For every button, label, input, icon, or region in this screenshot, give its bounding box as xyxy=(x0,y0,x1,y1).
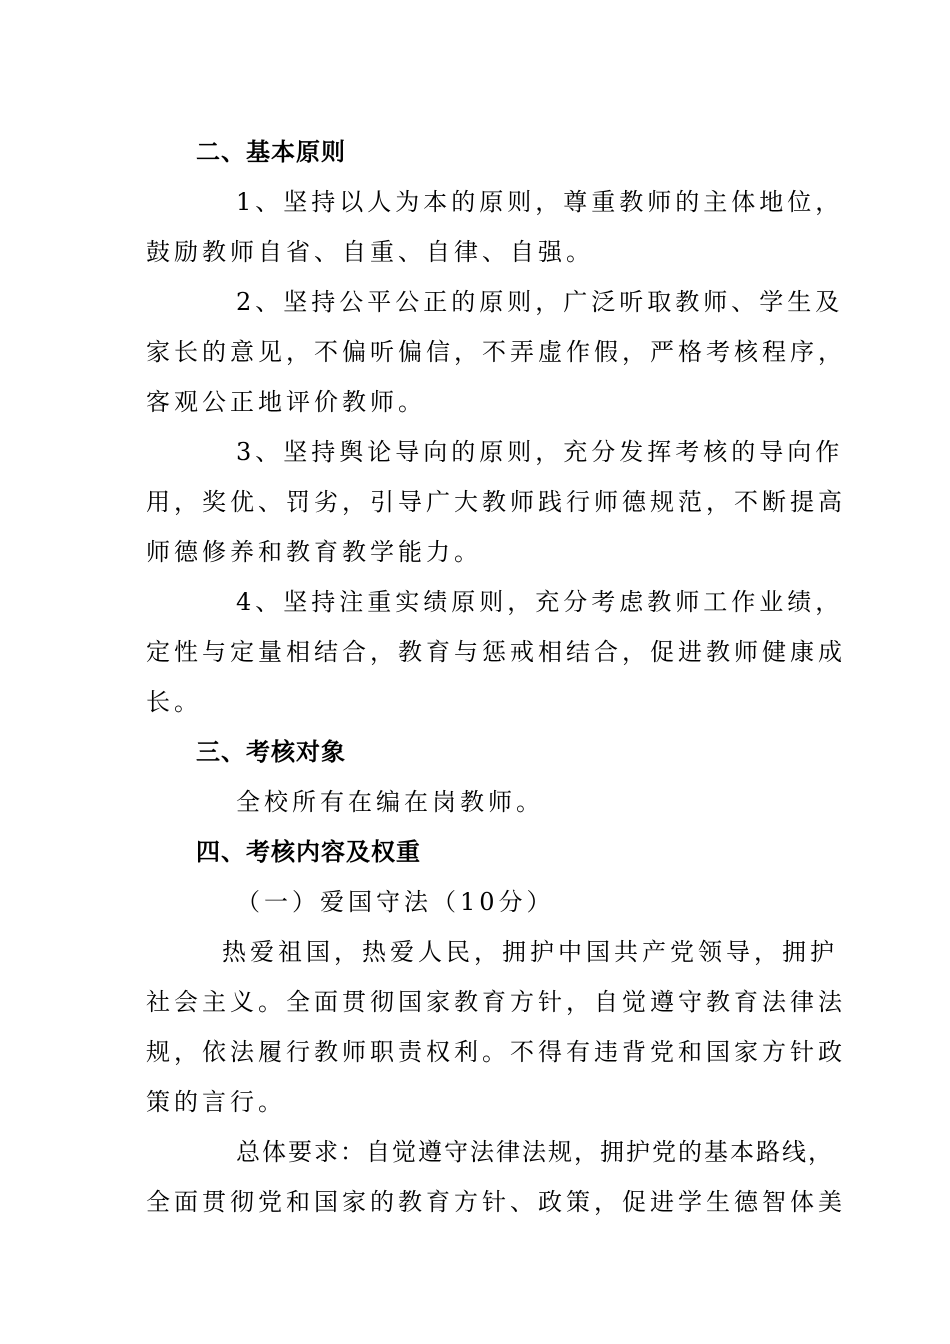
paragraph-line: 客观公正地评价教师。 xyxy=(146,388,426,416)
paragraph-line: 家长的意见，不偏听偏信，不弄虚作假，严格考核程序， xyxy=(146,338,846,366)
paragraph-line: 定性与定量相结合，教育与惩戒相结合，促进教师健康成 xyxy=(146,638,846,666)
section-heading-assessment-targets: 三、考核对象 xyxy=(196,738,346,766)
paragraph-line: 用，奖优、罚劣，引导广大教师践行师德规范，不断提高 xyxy=(146,488,846,516)
paragraph-line: 社会主义。全面贯彻国家教育方针，自觉遵守教育法律法 xyxy=(146,988,846,1016)
subheading-patriotism: （一）爱国守法（10分） xyxy=(236,888,555,916)
paragraph-line: 鼓励教师自省、自重、自律、自强。 xyxy=(146,238,594,266)
paragraph-line: 全面贯彻党和国家的教育方针、政策，促进学生德智体美 xyxy=(146,1188,846,1216)
section-heading-assessment-content: 四、考核内容及权重 xyxy=(196,838,421,866)
paragraph-line: 规，依法履行教师职责权利。不得有违背党和国家方针政 xyxy=(146,1038,846,1066)
paragraph-line: 1、坚持以人为本的原则，尊重教师的主体地位， xyxy=(236,188,844,216)
paragraph-line: 4、坚持注重实绩原则，充分考虑教师工作业绩， xyxy=(236,588,844,616)
paragraph-line: 2、坚持公平公正的原则，广泛听取教师、学生及 xyxy=(236,288,844,316)
paragraph-line: 长。 xyxy=(146,688,202,716)
paragraph-line: 师德修养和教育教学能力。 xyxy=(146,538,482,566)
paragraph-line: 3、坚持舆论导向的原则，充分发挥考核的导向作 xyxy=(236,438,844,466)
paragraph-line: 策的言行。 xyxy=(146,1088,286,1116)
paragraph-line: 全校所有在编在岗教师。 xyxy=(236,788,544,816)
paragraph-line: 总体要求：自觉遵守法律法规，拥护党的基本路线， xyxy=(236,1138,834,1166)
paragraph-line: 热爱祖国，热爱人民，拥护中国共产党领导，拥护 xyxy=(222,938,838,966)
section-heading-basic-principles: 二、基本原则 xyxy=(196,138,346,166)
